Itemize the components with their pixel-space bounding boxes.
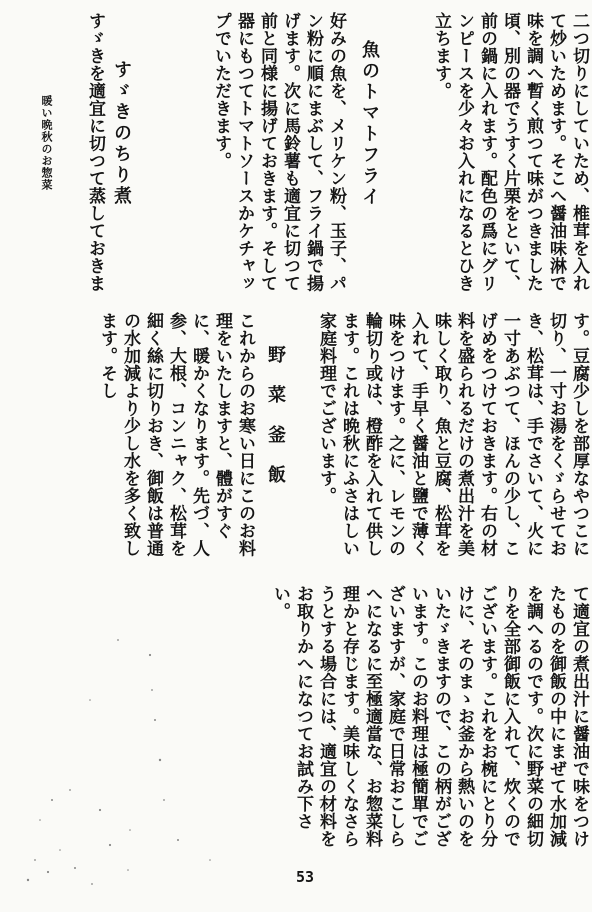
running-head: 暖い晩秋のお惣菜 — [40, 95, 53, 191]
suzuki-recipe-heading: すゞきのちり煮 — [111, 60, 132, 207]
vegetable-kamameshi-heading: 野菜釜飯 — [265, 345, 286, 505]
fish-recipe-text: 好みの魚を、メリケン粉、玉子、パン粉に順にまぶして、フライ鍋で揚げます。次に馬鈴薯も適宜に切つて前と同様に揚げておきます。そして器にもつてトマトソースかケチャップでいただきます。 — [211, 12, 346, 292]
bottom-body-text: て適宜の煮出汁に醤油で味をつけたものを御飯の中にまぜて水加減を調へるのです。次に野菜の細切りを全部御飯に入れて、炊くのでございます。これをお椀にとり分けに、そのまゝお釜から熱いのをいたゞきますので、この柄がございます。このお料理は極簡單でございますが、家庭で日常おこしらへになるに至極適當な、お惣菜料理かと存じます。美味しくなさらうとする場合には、適宜の材料をお取りかへになつてお試み下さい。 — [270, 585, 589, 848]
suzuki-recipe-text: すゞきを適宜に切つて蒸しておきま — [85, 12, 105, 292]
middle-body-text: す。豆腐少しを部厚なやつこに切り、一寸お湯をくゞらせておき、松茸は、手でさいて、火に一寸あぶつて、ほんの少し、こげめをつけておきます。右の材料を盛られるだけの煮出汁を美味しく取り、魚と豆腐、松茸を入れて、手早く醤油と鹽で薄く味をつけます。之に、レモンの輪切り或は、橙酢を入れて供します。これは晩秋にふさはしい家庭料理でございます。 — [316, 312, 589, 557]
page-number: 53 — [296, 868, 315, 886]
top-body-text: 二つ切りにしていため、椎茸を入れて炒いためます。そこへ醤油味淋で味を調へ暫く煎つて味がつきました頃、別の器でうすく片栗をといて、前の鍋に入れます。配色の爲にグリンピースを少々お入れになるとひき立ちます。 — [431, 12, 589, 292]
fish-recipe-heading: 魚のトマトフライ — [359, 40, 380, 208]
vegetable-kamameshi-text: これからのお寒い日にこのお料理をいたしますと、體がすぐに、暖かくなります。先づ、人参、大根、コンニャク、松茸を細く絲に切りおき、御飯は普通の水加減より少し水を多く致します。そし — [97, 312, 255, 557]
